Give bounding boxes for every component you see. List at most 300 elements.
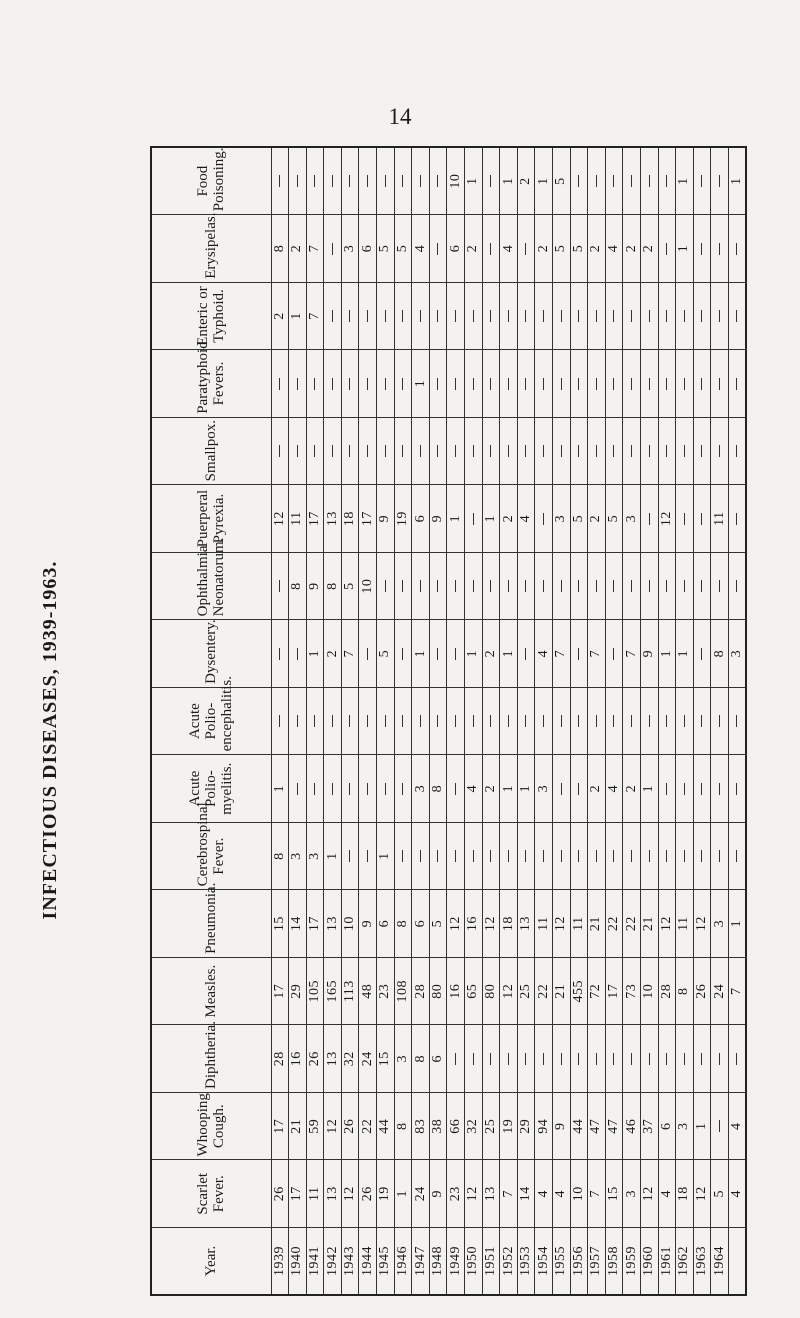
count-cell: 15 bbox=[271, 890, 289, 958]
count-cell bbox=[377, 147, 395, 215]
count-cell: 2 bbox=[482, 755, 500, 823]
count-cell bbox=[341, 147, 359, 215]
count-cell: 10 bbox=[341, 890, 359, 958]
count-cell: 26 bbox=[359, 1160, 377, 1228]
count-cell bbox=[394, 687, 412, 755]
dash-mark bbox=[684, 850, 685, 862]
table-row bbox=[429, 147, 447, 1295]
count-cell: 22 bbox=[605, 890, 623, 958]
count-cell: 8 bbox=[711, 620, 729, 688]
count-cell: 455 bbox=[570, 957, 588, 1025]
dash-mark bbox=[719, 1120, 720, 1132]
count-cell: 73 bbox=[623, 957, 641, 1025]
column-header: Acute Polio-encephalitis. bbox=[151, 687, 271, 755]
count-cell bbox=[517, 417, 535, 485]
count-cell: 13 bbox=[324, 1160, 342, 1228]
dash-mark bbox=[332, 378, 333, 390]
count-cell bbox=[570, 620, 588, 688]
count-cell: 7 bbox=[623, 620, 641, 688]
count-cell bbox=[693, 485, 711, 553]
dash-mark bbox=[701, 513, 702, 525]
count-cell bbox=[271, 147, 289, 215]
count-cell bbox=[447, 282, 465, 350]
count-cell: 17 bbox=[271, 1092, 289, 1160]
count-cell bbox=[447, 1025, 465, 1093]
dash-mark bbox=[684, 513, 685, 525]
count-cell bbox=[693, 822, 711, 890]
dash-mark bbox=[473, 513, 474, 525]
count-cell bbox=[394, 620, 412, 688]
dash-mark bbox=[332, 175, 333, 187]
count-cell bbox=[377, 350, 395, 418]
count-cell: 2 bbox=[623, 215, 641, 283]
count-cell bbox=[693, 417, 711, 485]
dash-mark bbox=[561, 445, 562, 457]
dash-mark bbox=[525, 378, 526, 390]
count-cell: 3 bbox=[535, 755, 553, 823]
dash-mark bbox=[719, 1053, 720, 1065]
dash-mark bbox=[649, 1053, 650, 1065]
year-cell: 1948 bbox=[429, 1227, 447, 1295]
count-cell bbox=[394, 552, 412, 620]
count-cell bbox=[640, 485, 658, 553]
count-cell: 3 bbox=[711, 890, 729, 958]
count-cell bbox=[640, 147, 658, 215]
count-cell bbox=[658, 282, 676, 350]
count-cell bbox=[429, 620, 447, 688]
count-cell bbox=[359, 350, 377, 418]
count-cell: 12 bbox=[553, 890, 571, 958]
dash-mark bbox=[631, 310, 632, 322]
count-cell bbox=[359, 822, 377, 890]
dash-mark bbox=[719, 243, 720, 255]
count-cell bbox=[553, 687, 571, 755]
count-cell bbox=[535, 687, 553, 755]
dash-mark bbox=[631, 715, 632, 727]
count-cell: 12 bbox=[658, 890, 676, 958]
count-cell bbox=[711, 282, 729, 350]
dash-mark bbox=[279, 648, 280, 660]
table-row bbox=[623, 147, 641, 1295]
dash-mark bbox=[631, 850, 632, 862]
table-row bbox=[359, 147, 377, 1295]
count-cell bbox=[341, 350, 359, 418]
column-header: Paratyphoid Fevers. bbox=[151, 350, 271, 418]
count-cell bbox=[553, 822, 571, 890]
count-cell: 1 bbox=[482, 485, 500, 553]
dash-mark bbox=[666, 243, 667, 255]
count-cell bbox=[482, 822, 500, 890]
count-cell bbox=[676, 417, 694, 485]
count-cell: 3 bbox=[623, 1160, 641, 1228]
dash-mark bbox=[543, 715, 544, 727]
table-row bbox=[289, 147, 307, 1295]
count-cell: 26 bbox=[306, 1025, 324, 1093]
dash-mark bbox=[701, 715, 702, 727]
count-cell: 4 bbox=[728, 1092, 746, 1160]
year-cell: 1945 bbox=[377, 1227, 395, 1295]
count-cell: 9 bbox=[429, 485, 447, 553]
count-cell bbox=[693, 687, 711, 755]
dash-mark bbox=[508, 1053, 509, 1065]
count-cell: 8 bbox=[324, 552, 342, 620]
count-cell: 13 bbox=[324, 1025, 342, 1093]
count-cell: 21 bbox=[289, 1092, 307, 1160]
count-cell bbox=[693, 1025, 711, 1093]
dash-mark bbox=[420, 175, 421, 187]
count-cell bbox=[535, 350, 553, 418]
count-cell: 2 bbox=[640, 215, 658, 283]
count-cell bbox=[271, 552, 289, 620]
count-cell: 38 bbox=[429, 1092, 447, 1160]
dash-mark bbox=[508, 580, 509, 592]
dash-mark bbox=[649, 850, 650, 862]
count-cell bbox=[728, 350, 746, 418]
dash-mark bbox=[649, 715, 650, 727]
table-row bbox=[658, 147, 676, 1295]
count-cell: 66 bbox=[447, 1092, 465, 1160]
year-cell: 1944 bbox=[359, 1227, 377, 1295]
count-cell: 37 bbox=[640, 1092, 658, 1160]
count-cell: 1 bbox=[412, 620, 430, 688]
count-cell bbox=[394, 417, 412, 485]
count-cell bbox=[500, 417, 518, 485]
count-cell: 5 bbox=[341, 552, 359, 620]
count-cell: 6 bbox=[412, 890, 430, 958]
count-cell bbox=[588, 350, 606, 418]
count-cell bbox=[465, 1025, 483, 1093]
count-cell bbox=[341, 822, 359, 890]
count-cell: 12 bbox=[271, 485, 289, 553]
count-cell bbox=[289, 350, 307, 418]
dash-mark bbox=[666, 715, 667, 727]
table-row bbox=[447, 147, 465, 1295]
count-cell: 8 bbox=[394, 890, 412, 958]
count-cell bbox=[324, 215, 342, 283]
year-cell: 1952 bbox=[500, 1227, 518, 1295]
count-cell bbox=[640, 417, 658, 485]
year-cell: 1949 bbox=[447, 1227, 465, 1295]
year-cell: 1964 bbox=[711, 1227, 729, 1295]
dash-mark bbox=[525, 445, 526, 457]
dash-mark bbox=[402, 715, 403, 727]
count-cell bbox=[605, 282, 623, 350]
count-cell: 17 bbox=[605, 957, 623, 1025]
dash-mark bbox=[701, 1053, 702, 1065]
count-cell bbox=[482, 687, 500, 755]
dash-mark bbox=[385, 310, 386, 322]
year-cell: 1954 bbox=[535, 1227, 553, 1295]
dash-mark bbox=[736, 580, 737, 592]
count-cell: 9 bbox=[377, 485, 395, 553]
count-cell bbox=[482, 215, 500, 283]
header-row bbox=[151, 147, 271, 1295]
count-cell: 11 bbox=[306, 1160, 324, 1228]
dash-mark bbox=[736, 1053, 737, 1065]
dash-mark bbox=[297, 378, 298, 390]
count-cell bbox=[394, 755, 412, 823]
count-cell: 8 bbox=[412, 1025, 430, 1093]
dash-mark bbox=[684, 378, 685, 390]
dash-mark bbox=[736, 715, 737, 727]
count-cell: 47 bbox=[605, 1092, 623, 1160]
count-cell: 5 bbox=[605, 485, 623, 553]
count-cell: 2 bbox=[517, 147, 535, 215]
count-cell: 14 bbox=[289, 890, 307, 958]
dash-mark bbox=[666, 1053, 667, 1065]
dash-mark bbox=[701, 850, 702, 862]
count-cell bbox=[676, 350, 694, 418]
count-cell bbox=[271, 417, 289, 485]
count-cell: 3 bbox=[623, 485, 641, 553]
count-cell bbox=[676, 687, 694, 755]
count-cell bbox=[359, 417, 377, 485]
count-cell bbox=[271, 620, 289, 688]
count-cell bbox=[517, 350, 535, 418]
count-cell: 18 bbox=[500, 890, 518, 958]
table-row bbox=[570, 147, 588, 1295]
dash-mark bbox=[736, 445, 737, 457]
count-cell bbox=[676, 822, 694, 890]
count-cell: 2 bbox=[465, 215, 483, 283]
dash-mark bbox=[402, 378, 403, 390]
count-cell: 22 bbox=[623, 890, 641, 958]
count-cell bbox=[517, 1025, 535, 1093]
dash-mark bbox=[473, 1053, 474, 1065]
count-cell: 28 bbox=[412, 957, 430, 1025]
dash-mark bbox=[578, 1053, 579, 1065]
count-cell bbox=[341, 755, 359, 823]
dash-mark bbox=[701, 175, 702, 187]
count-cell bbox=[482, 147, 500, 215]
count-cell bbox=[623, 822, 641, 890]
count-cell: 9 bbox=[359, 890, 377, 958]
count-cell bbox=[289, 755, 307, 823]
count-cell: 105 bbox=[306, 957, 324, 1025]
dash-mark bbox=[561, 783, 562, 795]
table-row bbox=[271, 147, 289, 1295]
dash-mark bbox=[631, 378, 632, 390]
count-cell bbox=[693, 755, 711, 823]
dash-mark bbox=[367, 175, 368, 187]
count-cell bbox=[728, 687, 746, 755]
count-cell bbox=[429, 417, 447, 485]
dash-mark bbox=[420, 715, 421, 727]
dash-mark bbox=[490, 445, 491, 457]
count-cell bbox=[482, 350, 500, 418]
count-cell: 11 bbox=[711, 485, 729, 553]
dash-mark bbox=[437, 850, 438, 862]
count-cell: 113 bbox=[341, 957, 359, 1025]
column-header: Smallpox. bbox=[151, 417, 271, 485]
year-cell: 1959 bbox=[623, 1227, 641, 1295]
count-cell bbox=[640, 282, 658, 350]
count-cell: 1 bbox=[394, 1160, 412, 1228]
count-cell bbox=[306, 350, 324, 418]
count-cell: 19 bbox=[500, 1092, 518, 1160]
count-cell: 5 bbox=[711, 1160, 729, 1228]
count-cell: 3 bbox=[553, 485, 571, 553]
count-cell: 5 bbox=[429, 890, 447, 958]
dash-mark bbox=[402, 175, 403, 187]
count-cell bbox=[429, 350, 447, 418]
count-cell bbox=[465, 485, 483, 553]
count-cell bbox=[412, 147, 430, 215]
column-header: Erysipelas. bbox=[151, 215, 271, 283]
dash-mark bbox=[437, 445, 438, 457]
count-cell: 5 bbox=[377, 620, 395, 688]
count-cell: 11 bbox=[535, 890, 553, 958]
count-cell bbox=[693, 215, 711, 283]
count-cell bbox=[447, 822, 465, 890]
count-cell bbox=[711, 755, 729, 823]
count-cell: 5 bbox=[377, 215, 395, 283]
count-cell: 11 bbox=[289, 485, 307, 553]
count-cell: 2 bbox=[535, 215, 553, 283]
count-cell: 108 bbox=[394, 957, 412, 1025]
count-cell bbox=[588, 822, 606, 890]
dash-mark bbox=[349, 783, 350, 795]
dash-mark bbox=[649, 513, 650, 525]
count-cell: 17 bbox=[306, 485, 324, 553]
dash-mark bbox=[349, 175, 350, 187]
dash-mark bbox=[613, 715, 614, 727]
dash-mark bbox=[719, 378, 720, 390]
dash-mark bbox=[596, 378, 597, 390]
count-cell bbox=[535, 822, 553, 890]
dash-mark bbox=[525, 648, 526, 660]
count-cell bbox=[482, 417, 500, 485]
dash-mark bbox=[719, 310, 720, 322]
count-cell: 1 bbox=[658, 620, 676, 688]
dash-mark bbox=[561, 580, 562, 592]
dash-mark bbox=[666, 310, 667, 322]
count-cell bbox=[711, 147, 729, 215]
count-cell bbox=[711, 1092, 729, 1160]
count-cell: 3 bbox=[728, 620, 746, 688]
column-header: Year. bbox=[151, 1227, 271, 1295]
dash-mark bbox=[684, 715, 685, 727]
count-cell: 12 bbox=[324, 1092, 342, 1160]
count-cell: 28 bbox=[271, 1025, 289, 1093]
count-cell: 3 bbox=[289, 822, 307, 890]
count-cell: 83 bbox=[412, 1092, 430, 1160]
count-cell bbox=[517, 215, 535, 283]
count-cell bbox=[412, 417, 430, 485]
count-cell bbox=[429, 147, 447, 215]
count-cell bbox=[605, 417, 623, 485]
count-cell bbox=[711, 417, 729, 485]
count-cell: 15 bbox=[605, 1160, 623, 1228]
count-cell: 12 bbox=[341, 1160, 359, 1228]
count-cell: 12 bbox=[658, 485, 676, 553]
dash-mark bbox=[314, 445, 315, 457]
count-cell bbox=[711, 822, 729, 890]
dash-mark bbox=[719, 783, 720, 795]
count-cell: 14 bbox=[517, 1160, 535, 1228]
count-cell: 12 bbox=[482, 890, 500, 958]
count-cell: 2 bbox=[271, 282, 289, 350]
count-cell: 16 bbox=[289, 1025, 307, 1093]
count-cell: 15 bbox=[377, 1025, 395, 1093]
dash-mark bbox=[332, 783, 333, 795]
dash-mark bbox=[367, 445, 368, 457]
count-cell: 7 bbox=[306, 215, 324, 283]
dash-mark bbox=[473, 445, 474, 457]
count-cell bbox=[676, 755, 694, 823]
count-cell bbox=[500, 1025, 518, 1093]
column-header: Enteric or Typhoid. bbox=[151, 282, 271, 350]
dash-mark bbox=[402, 783, 403, 795]
dash-mark bbox=[473, 378, 474, 390]
page-number: 14 bbox=[388, 104, 412, 129]
dash-mark bbox=[420, 445, 421, 457]
count-cell: 16 bbox=[465, 890, 483, 958]
count-cell bbox=[289, 687, 307, 755]
count-cell: 2 bbox=[289, 215, 307, 283]
table-row bbox=[711, 147, 729, 1295]
count-cell: 32 bbox=[341, 1025, 359, 1093]
year-cell: 1940 bbox=[289, 1227, 307, 1295]
count-cell bbox=[570, 822, 588, 890]
dash-mark bbox=[385, 175, 386, 187]
dash-mark bbox=[543, 513, 544, 525]
year-cell: 1942 bbox=[324, 1227, 342, 1295]
dash-mark bbox=[455, 1053, 456, 1065]
count-cell bbox=[676, 1025, 694, 1093]
count-cell: 10 bbox=[447, 147, 465, 215]
dash-mark bbox=[684, 580, 685, 592]
dash-mark bbox=[385, 445, 386, 457]
count-cell bbox=[728, 282, 746, 350]
count-cell bbox=[465, 552, 483, 620]
count-cell bbox=[324, 687, 342, 755]
count-cell bbox=[658, 417, 676, 485]
count-cell bbox=[728, 552, 746, 620]
dash-mark bbox=[279, 175, 280, 187]
dash-mark bbox=[649, 378, 650, 390]
dash-mark bbox=[455, 850, 456, 862]
dash-mark bbox=[719, 445, 720, 457]
dash-mark bbox=[613, 1053, 614, 1065]
dash-mark bbox=[490, 378, 491, 390]
count-cell bbox=[465, 687, 483, 755]
dash-mark bbox=[613, 175, 614, 187]
count-cell bbox=[500, 350, 518, 418]
dash-mark bbox=[543, 310, 544, 322]
column-header: Whooping Cough. bbox=[151, 1092, 271, 1160]
count-cell bbox=[517, 822, 535, 890]
count-cell: 26 bbox=[341, 1092, 359, 1160]
table-row bbox=[500, 147, 518, 1295]
count-cell bbox=[640, 1025, 658, 1093]
count-cell bbox=[693, 282, 711, 350]
count-cell: 6 bbox=[429, 1025, 447, 1093]
count-cell: 29 bbox=[517, 1092, 535, 1160]
count-cell: 24 bbox=[711, 957, 729, 1025]
count-cell bbox=[658, 755, 676, 823]
dash-mark bbox=[596, 310, 597, 322]
infectious-diseases-table bbox=[150, 146, 747, 1296]
count-cell: 23 bbox=[447, 1160, 465, 1228]
dash-mark bbox=[525, 243, 526, 255]
count-cell bbox=[535, 1025, 553, 1093]
count-cell: 24 bbox=[412, 1160, 430, 1228]
count-cell: 1 bbox=[676, 147, 694, 215]
count-cell bbox=[605, 1025, 623, 1093]
count-cell bbox=[605, 147, 623, 215]
count-cell bbox=[465, 417, 483, 485]
